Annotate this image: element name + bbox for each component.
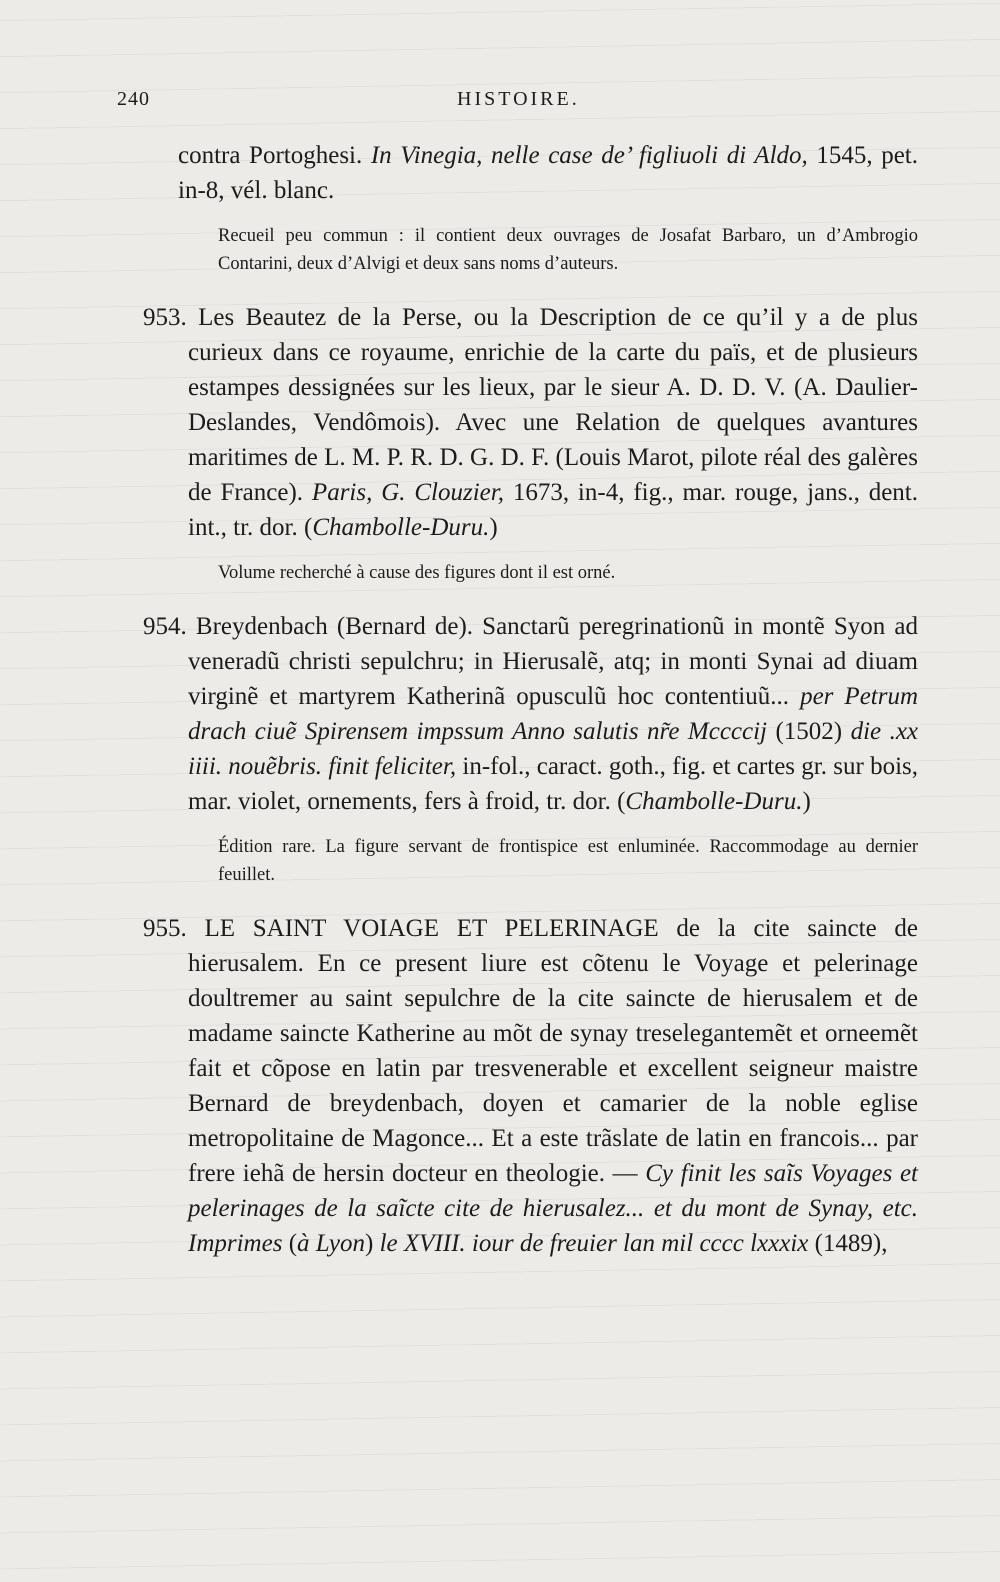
colophon: Cy finit les saĩs Voyages et pelerinages de la saĩcte cite de hierusalez... et du mont de Synay, etc. Imprimes [188, 1160, 919, 1257]
note-952: Recueil peu commun : il contient deux ouvrages de Josafat Barbaro, un d’Ambrogio Contarini, deux d’Alvigi et deux sans noms d’auteurs. [218, 226, 918, 274]
running-title: HISTOIRE. [457, 88, 580, 110]
binder: Chambolle-Duru. [312, 514, 490, 541]
page-content [143, 138, 918, 1261]
entry-955: 955. LE SAINT VOIAGE ET PELERINAGE de la cite saincte de hierusalem. En ce present liure est cõtenu le Voyage et pelerinage doultremer au saint sepulchre de la cite saincte de hierusalem et de madame saincte Katherine au mõt de synay treselegantemẽt et orneemẽt fait et cõpose en latin par tresvenerable et excellent seigneur maistre Bernard de breydenbach, doyen et camarier de la noble eglise metropolitaine de Magonce... Et a este trãslate de latin en francois... par frere iehã de hersin docteur en theologie. — Cy finit les saĩs Voyages et pelerinages de la saĩcte cite de hierusalez... et du mont de Synay, etc. Imprimes (à Lyon) le XVIII. iour de freuier lan mil cccc lxxxix (1489), [143, 915, 919, 1257]
entry-952-continuation: contra Portoghesi. In Vinegia, nelle case de’ figliuoli di Aldo, 1545, pet. in-8, vél. blanc. [178, 142, 919, 204]
entry-954: 954. Breydenbach (Bernard de). Sanctarũ peregrinationũ in montẽ Syon ad veneradũ christi sepulchru; in Hierusalẽ, atq; in monti Synai ad diuam virginẽ et martyrem Katherinã opusculũ hoc contentiuũ... per Petrum drach ciuẽ Spirensem impssum Anno salutis nr̃e Mccccij (1502) die .xx iiii. nouẽbris. finit feliciter, in-fol., caract. goth., fig. et cartes gr. sur bois, mar. violet, ornements, fers à froid, tr. dor. (Chambolle-Duru.) [143, 613, 919, 815]
note-953: Volume recherché à cause des figures dont il est orné. [218, 563, 616, 583]
entry-number: 953. [143, 304, 187, 331]
entry-number: 954. [143, 613, 187, 640]
place: à Lyon [297, 1230, 366, 1257]
colophon-date: le XVIII. iour de freuier lan mil cccc lxxxix [379, 1230, 809, 1257]
imprint: per Petrum drach ciuẽ Spirensem impssum Anno salutis nr̃e Mccccij [188, 683, 919, 745]
imprint-date: die .xx iiii. nouẽbris. finit feliciter, [188, 718, 919, 780]
entry-953: 953. Les Beautez de la Perse, ou la Description de ce qu’il y a de plus curieux dans ce royaume, enrichie de la carte du païs, et de plusieurs estampes dessignées sur les lieux, par le sieur A. D. D. V. (A. Daulier-Deslandes, Vendômois). Avec une Relation de quelques avantures maritimes de L. M. P. R. D. G. D. F. (Louis Marot, pilote réal des galères de France). Paris, G. Clouzier, 1673, in-4, fig., mar. rouge, jans., dent. int., tr. dor. (Chambolle-Duru.) [143, 304, 918, 541]
imprint: In Vinegia, nelle case de’ figliuoli di Aldo, [370, 142, 808, 169]
binder: Chambolle-Duru. [625, 788, 803, 815]
running-head [117, 88, 917, 118]
page-number: 240 [117, 88, 150, 110]
entry-number: 955. [143, 915, 187, 942]
imprint: Paris, G. Clouzier, [311, 479, 504, 506]
note-954: Édition rare. La figure servant de frontispice est enluminée. Raccommodage au dernier feuillet. [218, 837, 918, 885]
title-caps: LE SAINT VOIAGE ET PELERINAGE [204, 915, 659, 942]
